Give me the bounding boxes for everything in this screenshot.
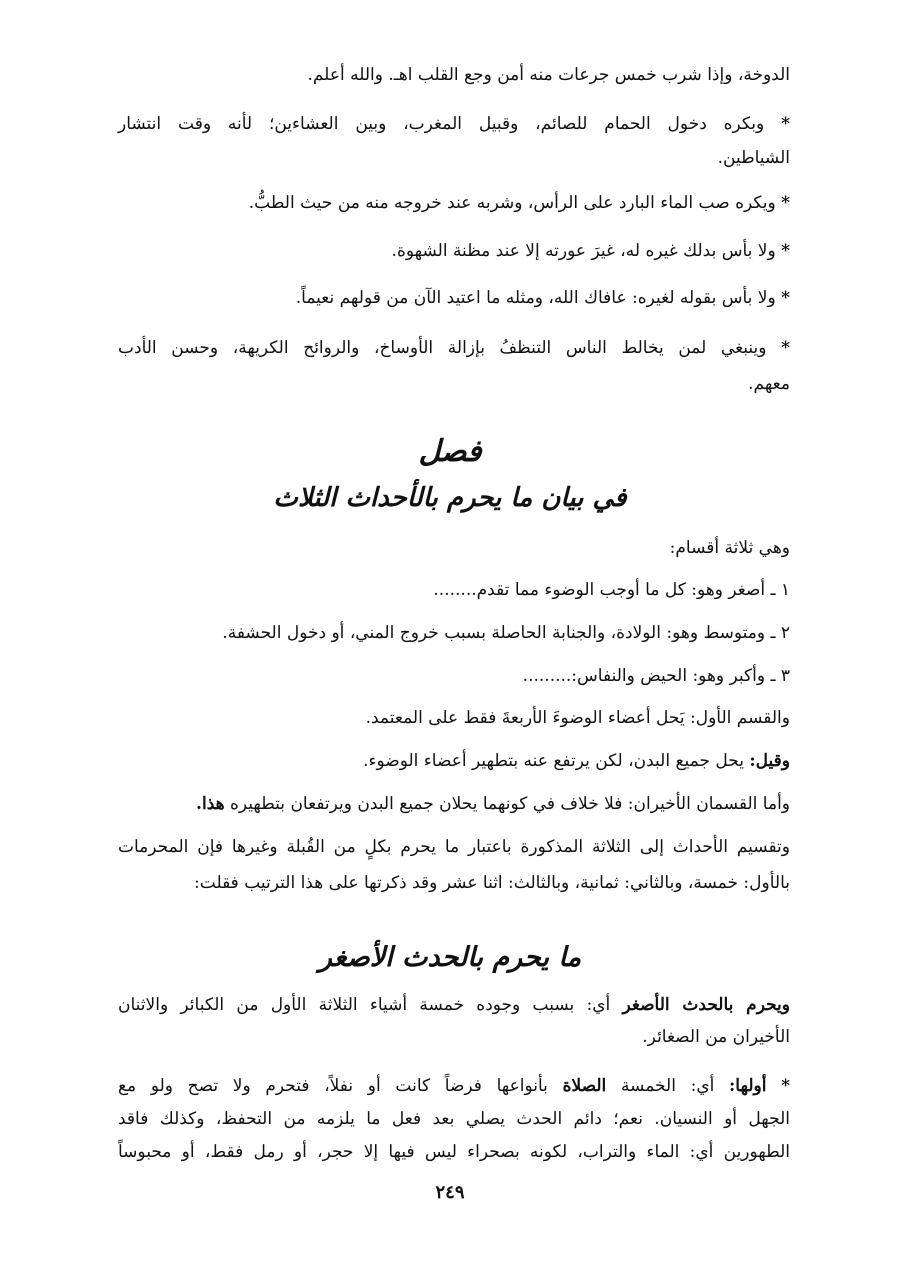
bullet-star: * <box>781 114 790 134</box>
text-line-14: بالأول: خمسة، وبالثاني: ثمانية، وبالثالث: اثنا عشر وقد ذكرتها على هذا الترتيب فقلت: <box>194 873 790 893</box>
text-line-7: * وينبغي لمن يخالط الناس التنظفُ بإزالة الأوساخ، والروائح الكريهة، وحسن الأدب <box>118 338 790 358</box>
text-line-8: معهم. <box>748 374 790 394</box>
text-line-18: الجهل أو النسيان. نعم؛ دائم الحدث يصلي بعد فعل ما يلزمه من التحفظ، وكذلك فاقد <box>118 1109 790 1129</box>
bullet-star: * <box>781 1076 790 1096</box>
text-line-15: ويحرم بالحدث الأصغر أي: بسبب وجوده خمسة أشياء الثلاثة الأول من الكبائر والاثنان <box>118 995 790 1015</box>
text-line-16: الأخيران من الصغائر. <box>642 1027 790 1047</box>
list-item-1: ١ ـ أصغر وهو: كل ما أوجب الوضوء مما تقدم........ <box>433 580 790 600</box>
text-line-1: الدوخة، وإذا شرب خمس جرعات منه أمن وجع القلب اهـ. والله أعلم. <box>307 65 790 85</box>
bullet-star: * <box>781 193 790 213</box>
list-item-3: ٣ ـ وأكبر وهو: الحيض والنفاس:......... <box>522 666 790 686</box>
text-line-19: الطهورين أي: الماء والتراب، لكونه بصحراء ليس فيها إلا حجر، أو رمل فقط، أو محبوساً <box>118 1142 790 1162</box>
text-line-4: * ويكره صب الماء البارد على الرأس، وشربه عند خروجه منه من حيث الطبُّ. <box>248 193 790 213</box>
bold-qil: وقيل: <box>749 751 790 771</box>
page-number: ٢٤٩ <box>435 1182 465 1203</box>
text-line-13: وتقسيم الأحداث إلى الثلاثة المذكورة باعتبار ما يحرم بكلٍ من القُبلة وغيرها فإن المحرمات <box>118 837 790 857</box>
bullet-star: * <box>781 338 790 358</box>
text-line-9: وهي ثلاثة أقسام: <box>669 538 790 558</box>
text-line-3: الشياطين. <box>717 148 790 168</box>
bullet-star: * <box>781 241 790 261</box>
bold-salah: الصلاة <box>562 1076 607 1096</box>
bold-awwaluha: أولها: <box>729 1076 767 1096</box>
text-line-2: * وبكره دخول الحمام للصائم، وقبيل المغرب، وبين العشاءين؛ لأنه وقت انتشار <box>118 114 790 134</box>
bold-yahrum: ويحرم بالحدث الأصغر <box>622 995 790 1015</box>
text-line-11: وقيل: يحل جميع البدن، لكن يرتفع عنه بتطهير أعضاء الوضوء. <box>363 751 790 771</box>
bullet-star: * <box>781 288 790 308</box>
text-line-10: والقسم الأول: يَحل أعضاء الوضوءَ الأربعةَ فقط على المعتمد. <box>365 708 790 728</box>
text-line-5: * ولا بأس بدلك غيره له، غيرَ عورته إلا عند مظنة الشهوة. <box>391 241 790 261</box>
text-line-6: * ولا بأس بقوله لغيره: عافاك الله، ومثله ما اعتيد الآن من قولهم نعيماً. <box>295 288 790 308</box>
bold-hadha: هذا. <box>196 794 225 814</box>
text-line-12: وأما القسمان الأخيران: فلا خلاف في كونهما يحلان جميع البدن ويرتفعان بتطهيره هذا. <box>196 794 790 814</box>
text-line-17: * أولها: أي: الخمسة الصلاة بأنواعها فرضاً كانت أو نفلاً، فتحرم ولا تصح ولو مع <box>118 1076 790 1096</box>
list-item-2: ٢ ـ ومتوسط وهو: الولادة، والجنابة الحاصلة بسبب خروج المني، أو دخول الحشفة. <box>222 623 790 643</box>
chapter-heading: فصل <box>418 434 482 469</box>
section-heading: ما يحرم بالحدث الأصغر <box>318 942 582 973</box>
chapter-subtitle: في بيان ما يحرم بالأحداث الثلاث <box>273 483 627 513</box>
